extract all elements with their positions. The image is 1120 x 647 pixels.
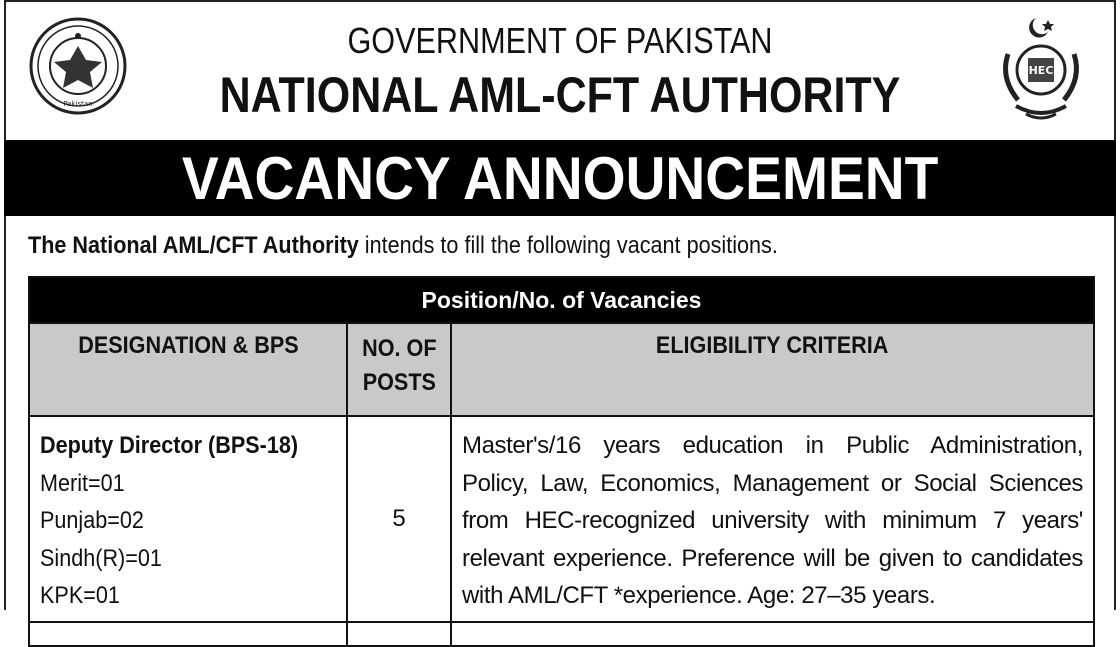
government-title: GOVERNMENT OF PAKISTAN xyxy=(347,20,773,61)
banner-title: VACANCY ANNOUNCEMENT xyxy=(181,144,939,212)
criteria-header xyxy=(451,323,1094,416)
criteria-line: relevant experience. Preference will be given to candidates xyxy=(462,544,1083,572)
designation-title: Deputy Director (BPS-18) xyxy=(40,432,299,459)
quota-punjab: Punjab=02 xyxy=(40,507,144,534)
seal-text: Pakistan xyxy=(63,100,93,108)
table-title: Position/No. of Vacancies xyxy=(29,277,1094,323)
intro-bold: The National AML/CFT Authority xyxy=(28,232,359,259)
vacancy-table xyxy=(28,276,1095,647)
criteria-cell xyxy=(451,416,1094,622)
criteria-line: Policy, Law, Economics, Management or Social Sciences xyxy=(462,469,1083,497)
hec-text: HEC xyxy=(1028,64,1054,77)
table-row-next xyxy=(29,622,1094,646)
criteria-line: Master's/16 years education in Public Administration, xyxy=(462,432,1083,459)
next-criteria-cell xyxy=(451,622,1094,646)
next-designation-cell xyxy=(29,622,347,646)
quota-sindh: Sindh(R)=01 xyxy=(40,544,162,572)
next-posts-cell xyxy=(347,622,451,646)
criteria-line: from HEC-recognized university with minimum 7 years' xyxy=(462,507,1083,534)
vacancy-banner xyxy=(4,140,1116,216)
posts-header-line1: NO. OF xyxy=(361,335,437,362)
hec-emblem-icon xyxy=(996,14,1086,126)
designation-header xyxy=(29,323,347,416)
criteria-header-label: ELIGIBILITY CRITERIA xyxy=(656,332,889,359)
intro-rest: intends to fill the following vacant positions. xyxy=(358,232,778,259)
designation-header-label: DESIGNATION & BPS xyxy=(77,332,299,359)
posts-header-line2: POSTS xyxy=(362,369,436,396)
posts-count: 5 xyxy=(347,416,451,622)
header xyxy=(0,0,1120,140)
posts-header xyxy=(347,323,451,416)
quota-merit: Merit=01 xyxy=(40,469,125,497)
authority-title: NATIONAL AML-CFT AUTHORITY xyxy=(219,67,901,123)
designation-cell xyxy=(29,416,347,622)
criteria-line: with AML/CFT *experience. Age: 27–35 years. xyxy=(462,582,936,609)
intro-text xyxy=(28,232,778,260)
table-row xyxy=(29,416,1094,622)
quota-kpk: KPK=01 xyxy=(40,582,120,609)
